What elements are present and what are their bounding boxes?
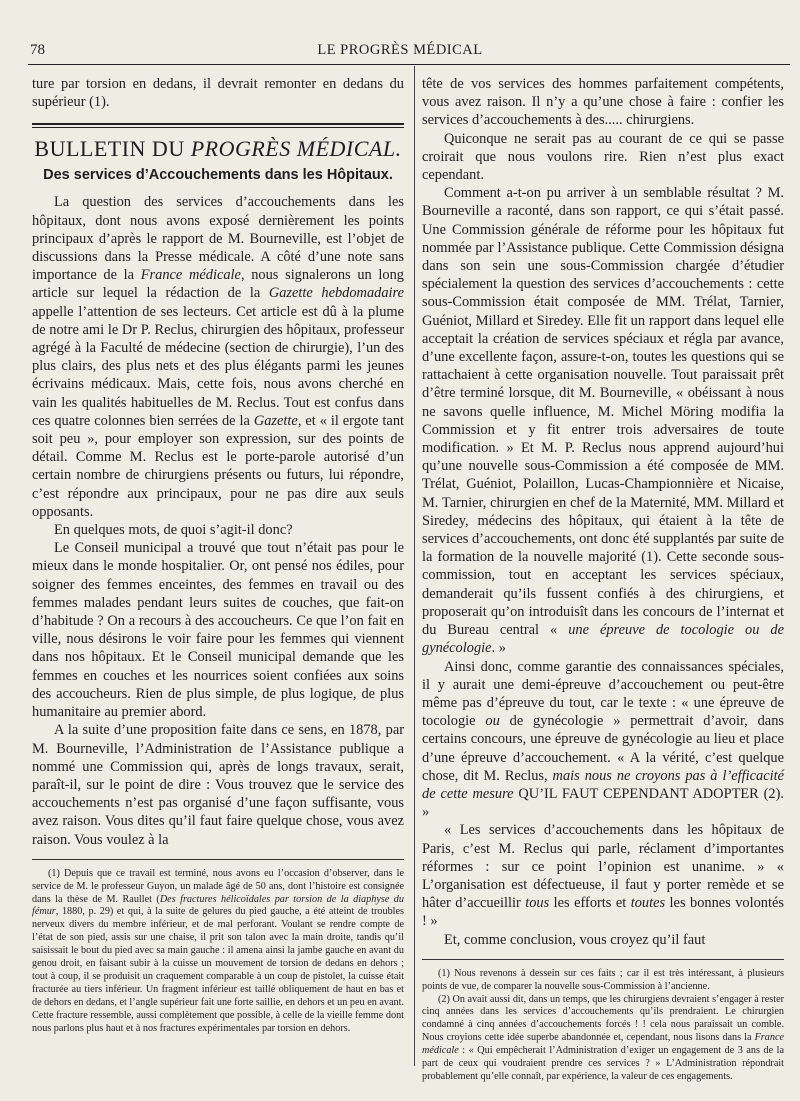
text: Comment a-t-on pu arriver à un semblable résultat ? M. Bourneville a raconté, dans son rapport, ce qui s’était passé. Une Commission générale de réforme pour les hôpitaux fut nommée par l’Assistance publique. Cette Commission désigna dans son sein une sous-Commission chargée d’étudier spécialement la question des services d’accouchements : cette sous-Commission était composée de MM. Trélat, Tarnier, Guéniot, Millard et Siredey. Elle fit un rapport dans lequel elle acceptait la création de services spéciaux et régla par avance, d’une excellente façon, assure-t-on, toutes les questions qui se rattachaient à cette organisation nouvelle. Tout paraissait prêt d’être terminé lorsque, dit M. Bourneville, « obéissant à nous ne savons quelle influence, M. Michel Möring modifia la Commission et y fit entrer trois adversaires de toute modification. » Et M. P. Reclus nous apprend aujourd’hui qu’une nouvelle sous-Commission a été composée de MM. Trélat, Guéniot, Polaillon, Lucas-Championnière et Nicaise, M. Tarnier, chirurgien en chef de la Maternité, MM. Millard et Siredey, médecins des hôpitaux, qui étaient à la tête de services d’accouchements, ont donc été supplantés par suite de la formation de la nouvelle majorité (1). Cette seconde sous-commission, tout en acceptant les services spéciaux, demanderait qu’ils fussent confiés à des chirurgiens, et proposerait qu’on introduisît dans les concours de l’internat et du Bureau central « [422,185,784,639]
text: Ainsi donc, comme garantie des connaissances spéciales, il y aurait une demi-épreuve d’accouchement ou peut-être même pas d’épreuve du tout, car le texte : « une épreuve de tocologie [422,658,784,730]
paragraph: tête de vos services des hommes parfaitement compétents, vous avez raison. Il n’y a qu’une chose à faire : confier les services d’accouchements à des..... chirurgiens. [422,76,784,129]
text: appelle l’attention de ses lecteurs. Cet article est dû à la plume de notre ami le Dr P. Reclus, chirurgien des hôpitaux, professeur agrégé à la Faculté de médecine (section de chirurgie), l’un des plus clairs, des plus nets et des plus élégants parmi les jeunes écrivains médicaux. Mais, cette fois, nous avons cherché en vain les qualités habituelles de M. Reclus. Tout est confus dans ces quatre colonnes bien serrées de la [32,303,404,429]
text: (2) On avait aussi dit, dans un temps, que les chirurgiens devraient s’engager à rester cinq années dans les services d’accouchements qu’ils prendraient. Le chirurgien condamné à cinq années d’accouchements forcés ! ! cela nous paraissait un comble. Nous croyions cette idée superbe abandonnée et, cependant, nous lisons dans la [422,993,784,1044]
journal-name: Gazette [253,412,298,429]
paragraph: En quelques mots, de quoi s’agit-il donc? [54,522,293,539]
text: , et « il ergote tant soit peu », pour employer son expression, sur des points de détail. Comme M. Reclus est le porte-parole autorisé d’un certain nombre de chirurgiens présents ou futurs, lui répondre, c’est répondre aux principaux, pour ne pas dire aux seuls opposants. [32,412,405,520]
text: La question des services d’accouchements dans les hôpitaux, dont nous avons exposé dernièrement les points principaux d’après le rapport de M. Bourneville, est l’objet de discussions dans la Presse médicale. A côté d’une note sans importance de la [32,194,404,284]
quote: une épreuve de tocologie ou de gynécologie [422,622,784,657]
paragraph: ture par torsion en dedans, il devrait remonter en dedans du supérieur (1). [32,76,404,111]
paragraph: Et, comme conclusion, vous croyez qu’il faut [444,931,706,948]
text: (1) Depuis que ce travail est terminé, nous avons eu l’occasion d’observer, dans le service de M. le professeur Guyon, un malade âgé de 50 ans, dont l’histoire est consignée dans la thèse de M. Raullet ( [32,867,404,905]
emphasis: ou [485,713,500,730]
text: : « Qui empêcherait l’Administration d’exiger un engagement de 3 ans de la part de ceux qui voudraient prendre ces services ? » L’Administration répondrait probablement qu’elle connaît, par expérience, la valeur de ces engagements. [422,1045,784,1082]
paragraph: Le Conseil municipal a trouvé que tout n’était pas pour le mieux dans le monde hospitalier. Or, ont pensé nos édiles, pour soigner des femmes enceintes, des femmes en travail ou des femmes malades pendant leurs suites de couches, que fait-on d’habitude ? On a recours à des accoucheurs. Ce que l’on fait en ville, nous désirons le voir faire pour les femmes qui viennent dans nos hôpitaux. Et le Conseil municipal demande que les femmes en couches et les nourrices soient confiées aux soins des accoucheurs. Rien de plus simple, de plus logique, de plus humanitaire au premier abord. [32,540,404,721]
header-rule [28,64,790,65]
bulletin-title-b: PROGRÈS MÉDICAL. [190,136,402,162]
journal-name: Gazette hebdomadaire [268,285,404,302]
text: . » [491,640,506,657]
text: , nous signalerons un long article sur lequel la rédaction de la [32,267,404,302]
page-number: 78 [30,42,45,58]
paragraph [422,184,784,657]
thesis-title: Des fractures hélicoïdales par torsion de la diaphyse du fémur [32,893,404,918]
quote: mais nous ne croyons pas à l’efficacité de cette mesure [422,767,784,802]
text: QU’IL FAUT CEPENDANT ADOPTER (2). » [422,785,785,821]
paragraph: Quiconque ne serait pas au courant de ce qui se passe croirait que nous voulons rire. Rien n’est plus exact cependant. [422,130,784,184]
emphasis: toutes [630,895,666,912]
right-column [422,75,784,1084]
section-rule [32,123,404,128]
column-rule [414,66,415,1066]
bulletin-title-a: BULLETIN DU [34,136,185,162]
footnote-rule [32,859,404,860]
paragraph [422,821,784,930]
text: les efforts et [549,895,631,912]
text: les bonnes volontés ! » [422,895,784,930]
paragraph [32,193,404,521]
emphasis: tous [525,895,550,912]
footnote [422,994,784,1084]
footnote: (1) Nous revenons à dessein sur ces faits ; car il est très intéressant, à plusieurs points de vue, de comparer la nouvelle sous-Commission à l’ancienne. [422,967,784,992]
article-title: Des services d’Accouchements dans les Hôpitaux. [43,167,393,184]
journal-name: France médicale [140,267,241,284]
text: , 1880, p. 29) et qui, à la suite de gelures du pied gauche, a été atteint de troubles nerveux divers du membre inférieur, et de mal perforant. Voulant se rendre compte de l’état de son pied, assis sur une chaise, il prit son talon avec la main droite, tandis qu’il saisissait le bout du pied avec sa main gauche : il amena ainsi la jambe gauche en avant du genou droit, en faisant subir à la cuisse un mouvement de torsion de dedans en dehors ; tout à coup, il se produisit un craquement comparable à un coup de pistolet, la cuisse était fracturée au tiers inférieur. Un fragment inférieur est taillé obliquement de haut en bas et de dehors en dedans, et l’angle supérieur fait une forte saillie, en dehors et un peu en avant. Cette fracture ressemble, aussi complètement que possible, à celle de la vieille femme dont nous parlons plus haut et à nos fractures expérimentales par torsion en dehors. [32,906,404,1034]
left-column [32,75,404,1036]
journal-name: France médicale [422,1032,784,1057]
paragraph: A la suite d’une proposition faite dans ce sens, en 1878, par M. Bourneville, l’Administration de l’Assistance publique a nommé une Commission qui, après de longs travaux, serait, paraît-il, sur le point de dire : Vous trouvez que le service des accouchements n’est pas organisé d’une façon suffisante, vous avez raison. Vous dites qu’il faut faire quelque chose, vous avez raison. Vous voulez à la [32,722,404,848]
footnote [32,868,404,1036]
footnote-rule [422,959,784,960]
paragraph [422,658,784,822]
bulletin-title [32,136,404,162]
running-head: LE PROGRÈS MÉDICAL [317,42,483,58]
text: de gynécologie » permettrait d’avoir, dans certains concours, une épreuve de gynécologie au lieu et place d’une épreuve d’accouchement. « A la vérité, c’est quelque chose, dit M. Reclus, [422,713,784,784]
text: « Les services d’accouchements dans les hôpitaux de Paris, c’est M. Reclus qui parle, réclament d’importantes réformes : sur ce point l’opinion est unanime. » « L’organisation est défectueuse, il faut y porter remède et se hâter d’accueillir [422,822,784,912]
